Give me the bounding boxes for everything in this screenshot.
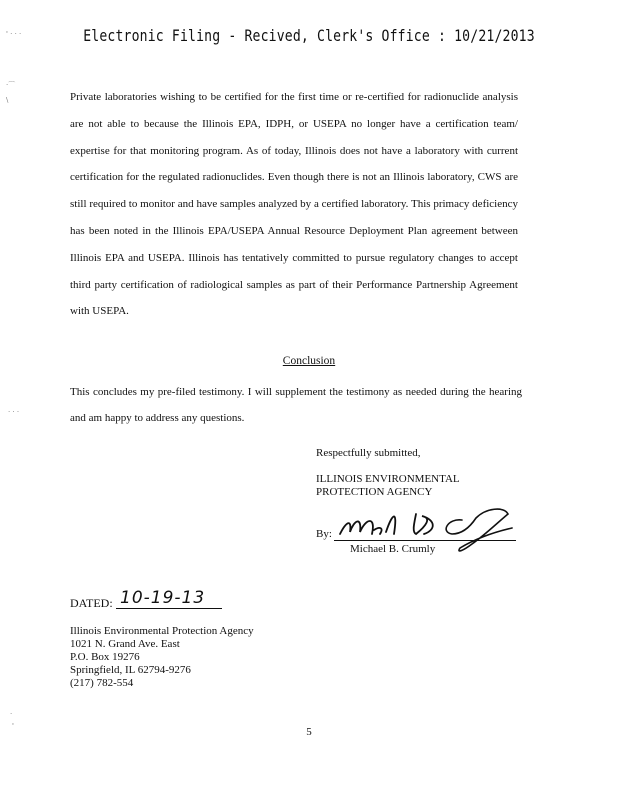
address-line: (217) 782-554 <box>70 677 134 689</box>
testimony-text: Private laboratories wishing to be certified for the first time or re-certified for radionuclide analysis are not able to because the Illinois EPA, IDPH, or USEPA no longer have a certification team/ expertise for that monitoring program. As of today, Illinois does not have a laboratory with current certification for the regulated radionuclides. Even though there is not an Illinois laboratory, CWS are still required to monitor and have samples analyzed by a certified laboratory. This primacy deficiency has been noted in the Illinois EPA/USEPA Annual Resource Deployment Plan agreement between Illinois EPA and USEPA. Illinois has tentatively committed to pursue regulatory changes to accept third party certification of radiological samples as part of their Performance Partnership Agreement with USEPA. <box>70 91 518 318</box>
address-line: Illinois Environmental Protection Agency <box>70 625 254 637</box>
dated-value-field <box>116 588 222 610</box>
scan-speck: ' · · · <box>6 30 22 38</box>
electronic-filing-stamp: Electronic Filing - Recived, Clerk's Office : 10/21/2013 <box>83 26 535 45</box>
conclusion-heading: Conclusion <box>282 355 336 367</box>
testimony-paragraph <box>70 84 518 325</box>
page-number: 5 <box>306 726 312 738</box>
closing-line: Respectfully submitted, <box>316 447 421 459</box>
date-underline <box>116 608 222 609</box>
signature-block <box>316 447 460 500</box>
signer-name: Michael B. Crumly <box>350 543 436 555</box>
address-line: Springfield, IL 62794-9276 <box>70 664 191 676</box>
handwritten-date: 10-19-13 <box>120 588 206 608</box>
organization-line-2: PROTECTION AGENCY <box>316 486 433 498</box>
scan-speck: · · · <box>8 408 20 416</box>
signature-line <box>334 540 516 541</box>
scan-speck: ·⌒ <box>6 81 16 89</box>
address-line: P.O. Box 19276 <box>70 651 140 663</box>
by-label: By: <box>316 528 332 540</box>
signature-row <box>316 510 516 560</box>
organization-line-1: ILLINOIS ENVIRONMENTAL <box>316 472 460 485</box>
dated-label: DATED: <box>70 596 113 610</box>
scan-speck: ' <box>12 722 14 730</box>
scan-speck: · <box>10 710 13 718</box>
conclusion-text: This concludes my pre-filed testimony. I will supplement the testimony as needed during the hearing and am happy to address any questions. <box>70 386 522 424</box>
address-line: 1021 N. Grand Ave. East <box>70 638 180 650</box>
agency-address <box>70 625 254 690</box>
scan-speck: \ <box>6 96 9 104</box>
conclusion-paragraph <box>70 379 522 431</box>
